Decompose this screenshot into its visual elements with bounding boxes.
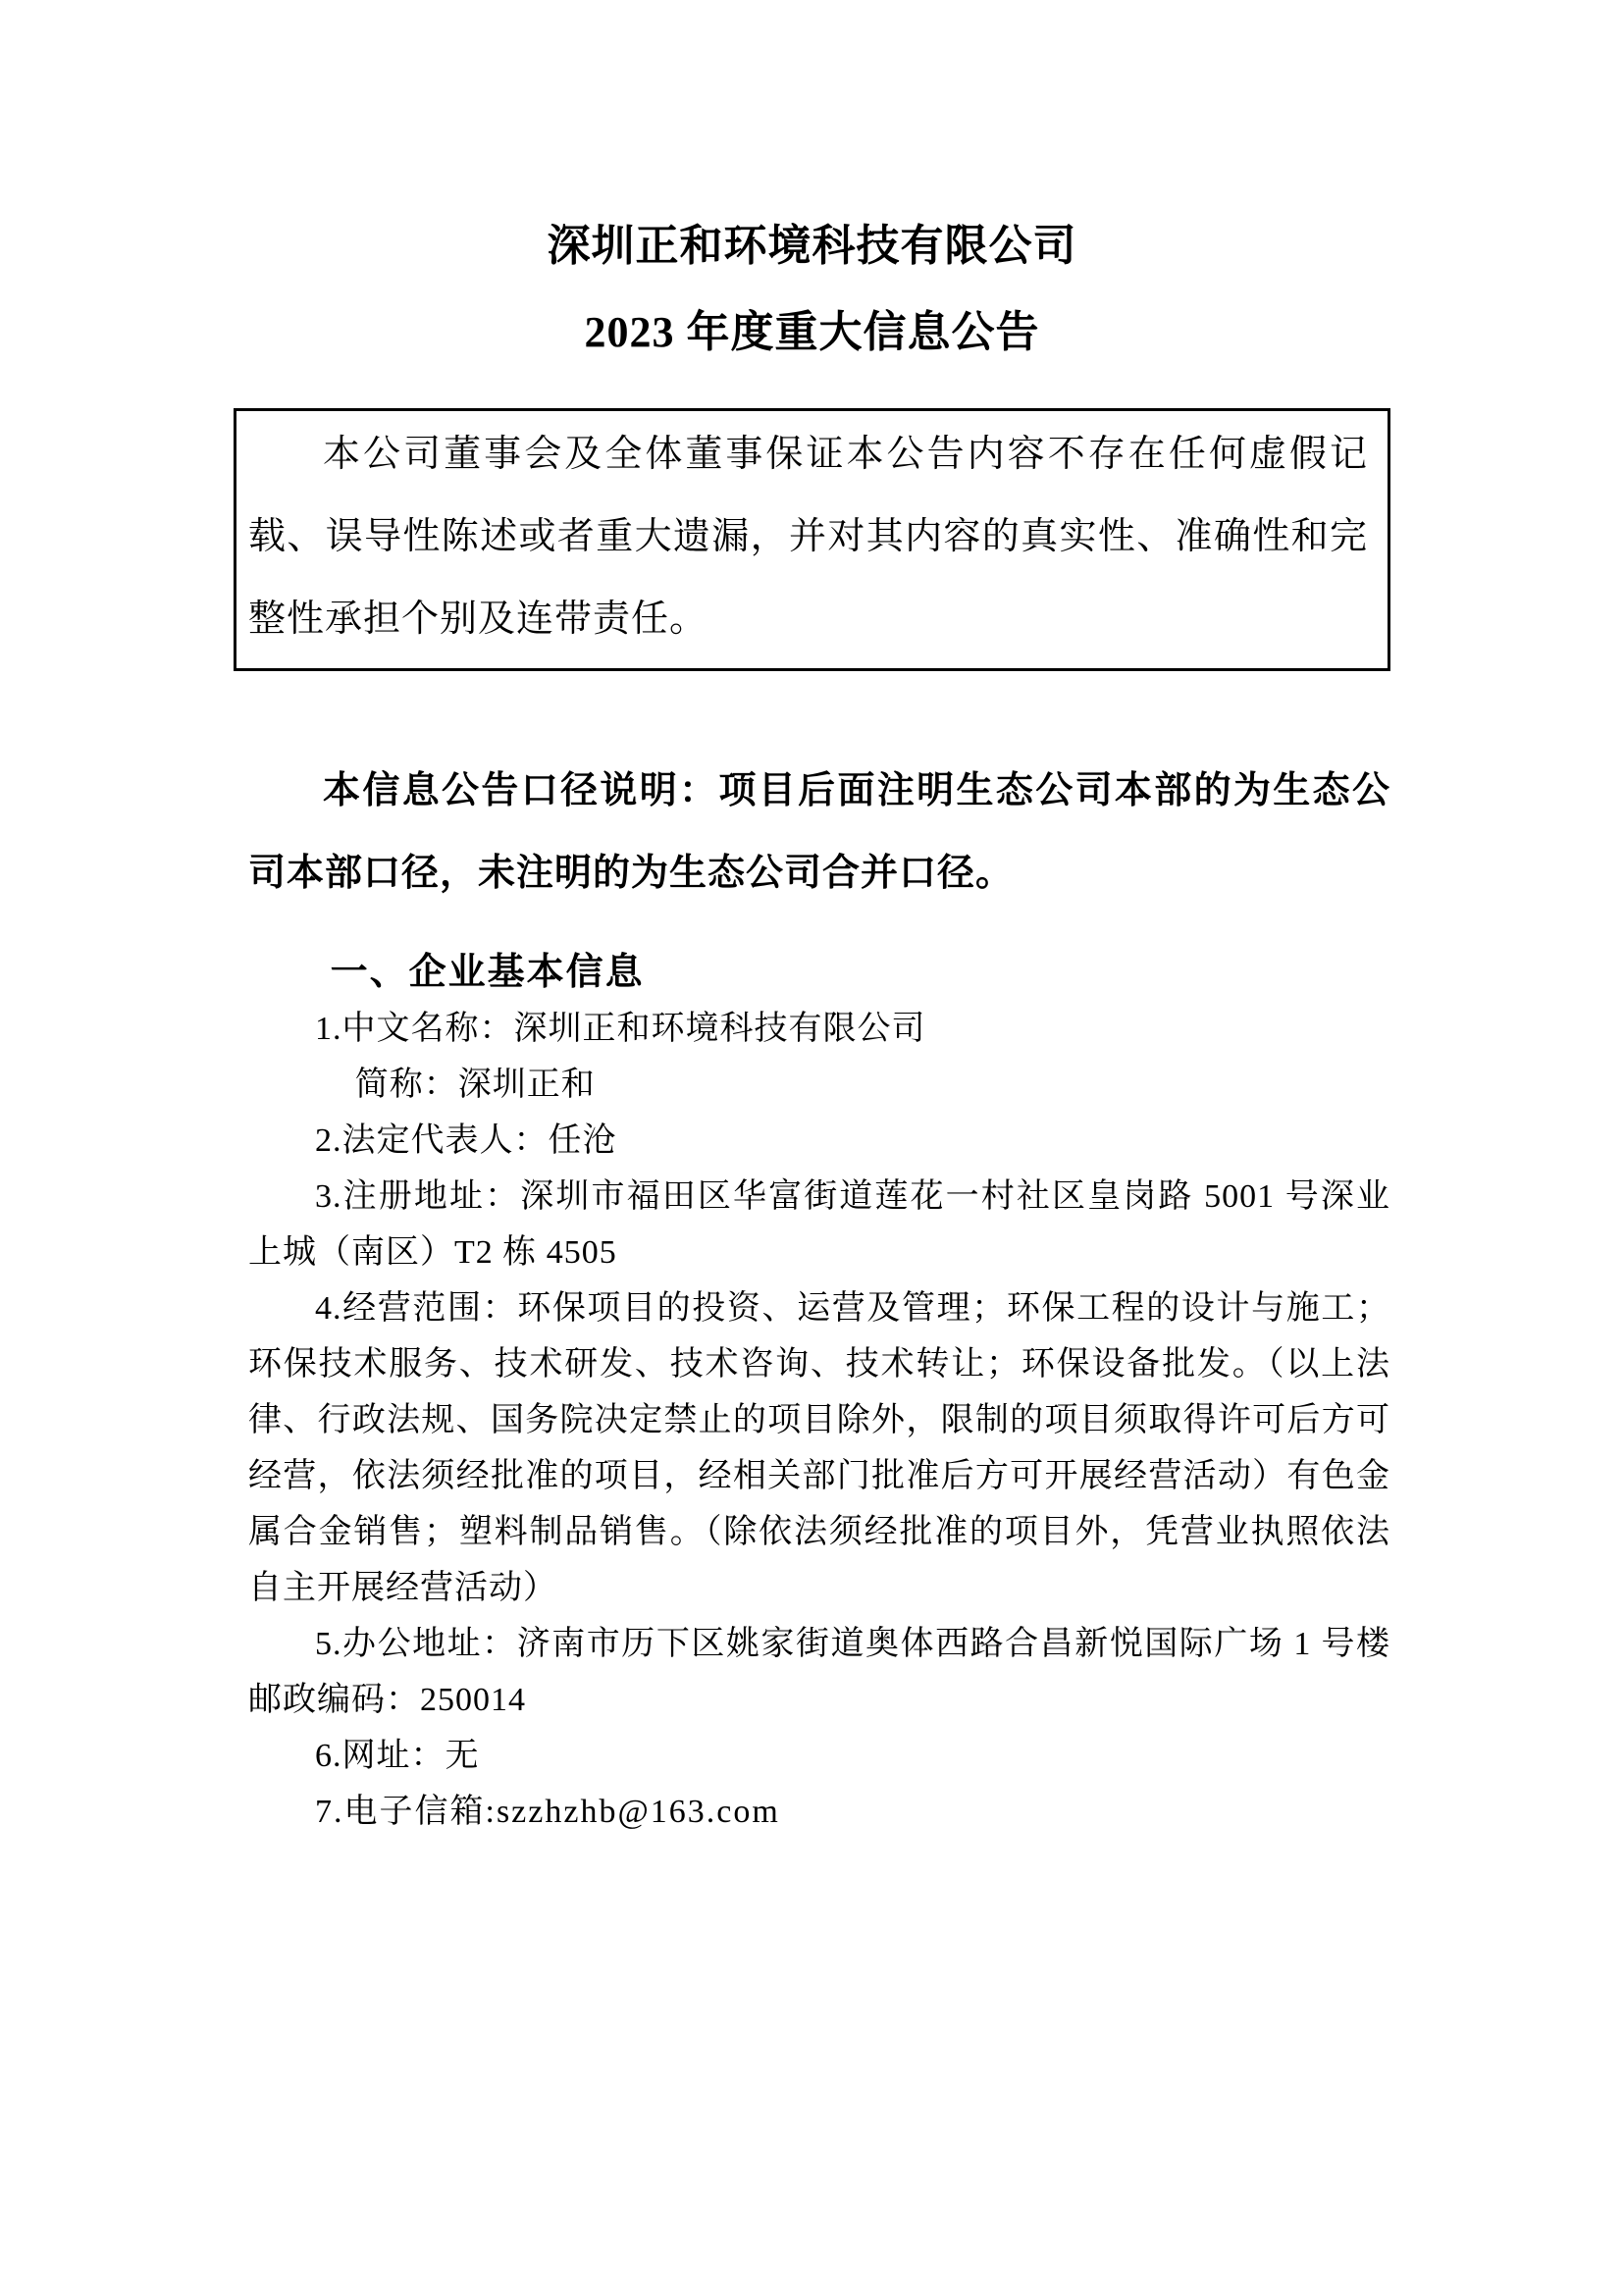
item-office-address: 5.办公地址：济南市历下区姚家街道奥体西路合昌新悦国际广场 1 号楼 邮政编码：250014 bbox=[248, 1626, 1425, 1718]
document-subtitle: 2023 年度重大信息公告 bbox=[584, 308, 1040, 356]
disclaimer-box bbox=[234, 408, 1390, 671]
company-info-section bbox=[248, 944, 1425, 1840]
item-business-scope: 4.经营范围：环保项目的投资、运营及管理；环保工程的设计与施工；环保技术服务、技术研发、技术咨询、技术转让；环保设备批发。（以上法律、行政法规、国务院决定禁止的项目除外，限制的项目须取得许可后方可经营，依法须经批准的项目，经相关部门批准后方可开展经营活动）有色金属合金销售；塑料制品销售。（除依法须经批准的项目外，凭营业执照依法自主开展经营活动） bbox=[248, 1290, 1390, 1606]
document-title: 深圳正和环境科技有限公司 bbox=[547, 222, 1077, 270]
item-registered-address: 3.注册地址：深圳市福田区华富街道莲花一村社区皇岗路 5001 号深业上城（南区）T2 栋 4505 bbox=[248, 1178, 1390, 1271]
item-email: 7.电子信箱:szzhzhb@163.com bbox=[315, 1794, 780, 1830]
item-website: 6.网址：无 bbox=[315, 1738, 480, 1774]
item-legal-representative: 2.法定代表人：任沧 bbox=[315, 1122, 617, 1159]
item-short-name: 简称：深圳正和 bbox=[354, 1067, 596, 1103]
item-chinese-name: 1.中文名称：深圳正和环境科技有限公司 bbox=[315, 1011, 926, 1047]
section-heading-basic-info: 一、企业基本信息 bbox=[330, 952, 645, 993]
scope-note: 本信息公告口径说明：项目后面注明生态公司本部的为生态公司本部口径，未注明的为生态公司合并口径。 bbox=[248, 770, 1390, 894]
disclaimer-text: 本公司董事会及全体董事保证本公告内容不存在任何虚假记载、误导性陈述或者重大遗漏，并对其内容的真实性、准确性和完整性承担个别及连带责任。 bbox=[248, 434, 1368, 640]
